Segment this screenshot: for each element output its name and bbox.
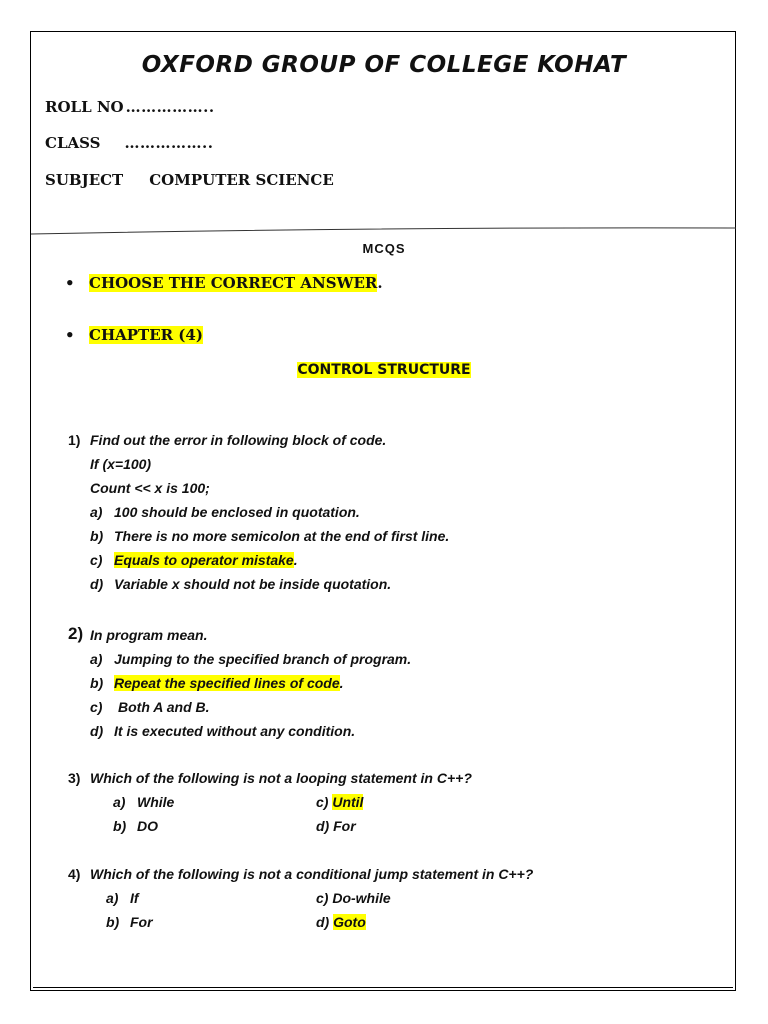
subject-value: COMPUTER SCIENCE <box>149 171 334 189</box>
option-c[interactable]: c) Do-while <box>316 890 391 906</box>
option-a[interactable]: a) Jumping to the specified branch of program. <box>90 651 412 667</box>
option-c[interactable]: c) Until <box>316 794 364 810</box>
subject-line <box>45 171 334 189</box>
question-number: 4) <box>68 866 81 882</box>
question-text: Find out the error in following block of code. <box>90 432 387 448</box>
option-d[interactable]: d) For <box>316 818 356 834</box>
option-a[interactable]: a) 100 should be enclosed in quotation. <box>90 504 360 520</box>
question-2 <box>68 623 708 747</box>
header-divider <box>31 227 736 235</box>
correct-answer: Goto <box>333 914 366 930</box>
question-text: Which of the following is not a conditional jump statement in C++? <box>90 866 534 882</box>
question-text: In program mean. <box>90 627 208 643</box>
question-3 <box>68 766 708 842</box>
instruction-text: CHOOSE THE CORRECT ANSWER <box>89 274 378 292</box>
option-c[interactable]: c) Both A and B. <box>90 699 210 715</box>
code-line: Count << x is 100; <box>90 480 210 496</box>
chapter-text: CHAPTER (4) <box>89 326 203 344</box>
question-4 <box>68 862 708 938</box>
option-b[interactable]: b) There is no more semicolon at the end of first line. <box>90 528 450 544</box>
class-blank: …………….. <box>124 134 214 152</box>
question-1 <box>68 428 708 598</box>
bullet-icon: • <box>65 326 75 344</box>
option-b[interactable]: b) DO <box>113 818 158 834</box>
class-label: CLASS <box>45 134 101 152</box>
option-d[interactable]: d) Goto <box>316 914 366 930</box>
college-title: OXFORD GROUP OF COLLEGE KOHAT <box>141 52 627 78</box>
roll-no-blank: …………….. <box>125 98 215 116</box>
option-a[interactable]: a) If <box>106 890 139 906</box>
option-b[interactable]: b) Repeat the specified lines of code. <box>90 675 344 691</box>
chapter-bullet <box>65 326 203 344</box>
question-number: 3) <box>68 770 81 786</box>
option-b[interactable]: b) For <box>106 914 153 930</box>
question-number: 1) <box>68 432 81 448</box>
topic-heading: CONTROL STRUCTURE <box>297 362 471 378</box>
subject-label: SUBJECT <box>45 171 124 189</box>
mcqs-heading: MCQS <box>362 241 406 256</box>
option-a[interactable]: a) While <box>113 794 175 810</box>
question-number: 2) <box>68 624 84 643</box>
roll-no-label: ROLL NO <box>45 98 124 116</box>
instruction-bullet: • CHOOSE THE CORRECT ANSWER. <box>65 274 383 292</box>
correct-answer: Until <box>332 794 364 810</box>
correct-answer: Equals to operator mistake <box>114 552 294 568</box>
bullet-icon: • <box>65 274 75 292</box>
option-d[interactable]: d) Variable x should not be inside quotation. <box>90 576 392 592</box>
question-text: Which of the following is not a looping statement in C++? <box>90 770 472 786</box>
option-d[interactable]: d) It is executed without any condition. <box>90 723 356 739</box>
correct-answer: Repeat the specified lines of code <box>114 675 340 691</box>
code-line: If (x=100) <box>90 456 152 472</box>
option-c[interactable]: c) Equals to operator mistake. <box>90 552 298 568</box>
roll-no-line <box>45 98 215 116</box>
class-line <box>45 134 213 152</box>
